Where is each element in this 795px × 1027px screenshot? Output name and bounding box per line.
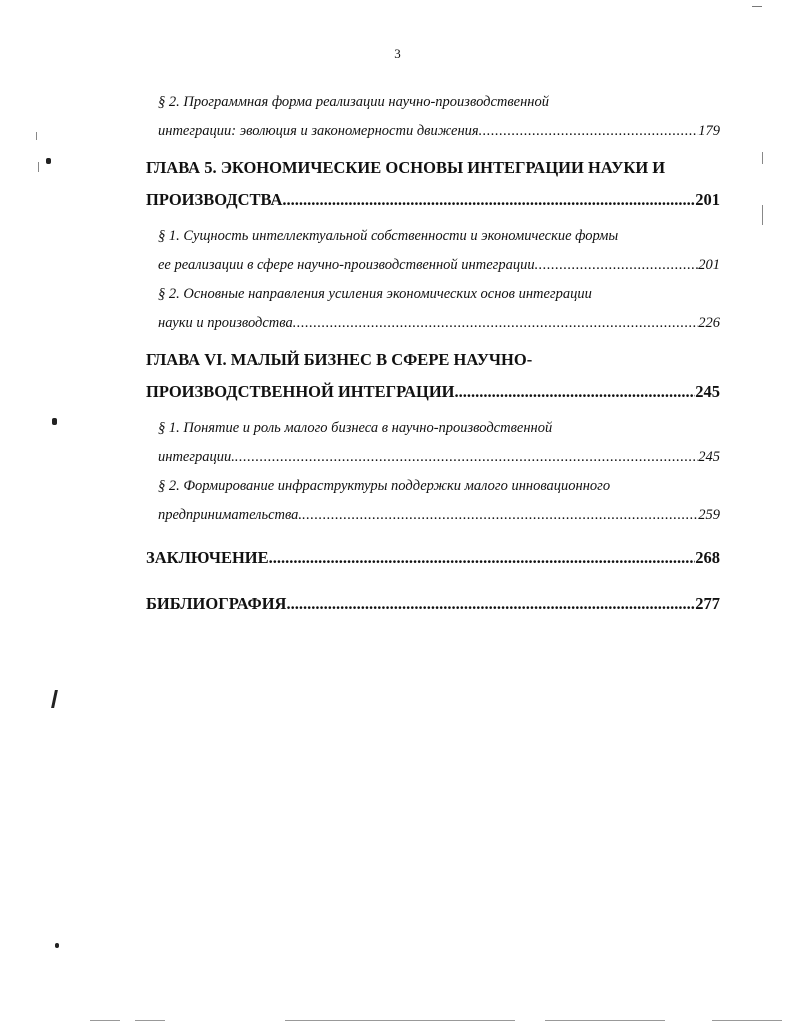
toc-chapter-title: БИБЛИОГРАФИЯ [146, 594, 287, 613]
toc-page-number: 201 [695, 190, 720, 209]
scan-speck [46, 158, 51, 164]
toc-chapter-title: ПРОИЗВОДСТВЕННОЙ ИНТЕГРАЦИИ. [146, 382, 459, 401]
scan-bottom-rule [545, 1020, 665, 1021]
toc-entry-bibliography [146, 588, 720, 620]
toc-page-number: 268 [695, 548, 720, 567]
toc-entry-text: предпринимательства. [158, 507, 303, 523]
toc-entry-text: науки и производства [158, 315, 293, 331]
dot-leader [235, 443, 698, 472]
toc-page-number: 179 [698, 123, 720, 139]
scan-bottom-rule [135, 1020, 165, 1021]
scan-bottom-rule [90, 1020, 120, 1021]
dot-leader [269, 542, 696, 574]
toc-entry-ch6-section-1 [146, 414, 720, 472]
toc-entry-ch4-section-2 [146, 88, 720, 146]
scan-edge-mark [38, 162, 39, 172]
scan-bottom-rule [712, 1020, 782, 1021]
page-number: 3 [394, 46, 401, 61]
dot-leader [535, 251, 699, 280]
toc-entry-ch5-section-1 [146, 222, 720, 280]
toc-entry-text: § 2. Программная форма реализации научно-производственной [158, 94, 549, 110]
dot-leader [302, 501, 698, 530]
toc-chapter-title: ПРОИЗВОДСТВА [146, 190, 283, 209]
dot-leader [282, 184, 695, 216]
dot-leader [286, 588, 695, 620]
toc-chapter-title: ГЛАВА 5. ЭКОНОМИЧЕСКИЕ ОСНОВЫ ИНТЕГРАЦИИ НАУКИ И [146, 158, 666, 177]
toc-entry-text: ее реализации в сфере научно-производственной интеграции [158, 257, 535, 273]
toc-chapter-title: ГЛАВА VI. МАЛЫЙ БИЗНЕС В СФЕРЕ НАУЧНО- [146, 350, 533, 369]
toc-entry-text: § 2. Основные направления усиления экономических основ интеграции [158, 286, 592, 302]
toc-page-number: 259 [698, 507, 720, 523]
scan-edge-mark [36, 132, 37, 140]
scan-edge-mark [762, 152, 763, 164]
toc-page-number: 277 [695, 594, 720, 613]
table-of-contents [146, 88, 720, 620]
toc-entry-text: § 2. Формирование инфраструктуры поддержки малого инновационного [158, 478, 611, 494]
scan-speck [752, 6, 762, 7]
dot-leader [479, 117, 699, 146]
scan-speck [51, 690, 58, 708]
toc-entry-conclusion [146, 542, 720, 574]
scan-speck [55, 943, 59, 948]
toc-entry-text: § 1. Сущность интеллектуальной собственности и экономические формы [158, 228, 619, 244]
scan-edge-mark [762, 205, 763, 225]
dot-leader [459, 376, 696, 408]
toc-entry-text: интеграции: эволюция и закономерности движения [158, 123, 479, 139]
toc-entry-ch6-section-2 [146, 472, 720, 530]
toc-entry-chapter-6 [146, 344, 720, 408]
dot-leader [293, 309, 699, 338]
toc-page-number: 201 [698, 257, 720, 273]
toc-page-number: 245 [695, 382, 720, 401]
scan-bottom-rule [285, 1020, 515, 1021]
toc-page-number: 245 [698, 449, 720, 465]
toc-entry-ch5-section-2 [146, 280, 720, 338]
toc-entry-text: интеграции. [158, 449, 235, 465]
toc-entry-chapter-5 [146, 152, 720, 216]
toc-page-number: 226 [698, 315, 720, 331]
toc-entry-text: § 1. Понятие и роль малого бизнеса в научно-производственной [158, 420, 553, 436]
toc-chapter-title: ЗАКЛЮЧЕНИЕ [146, 548, 269, 567]
scan-speck [52, 418, 57, 425]
